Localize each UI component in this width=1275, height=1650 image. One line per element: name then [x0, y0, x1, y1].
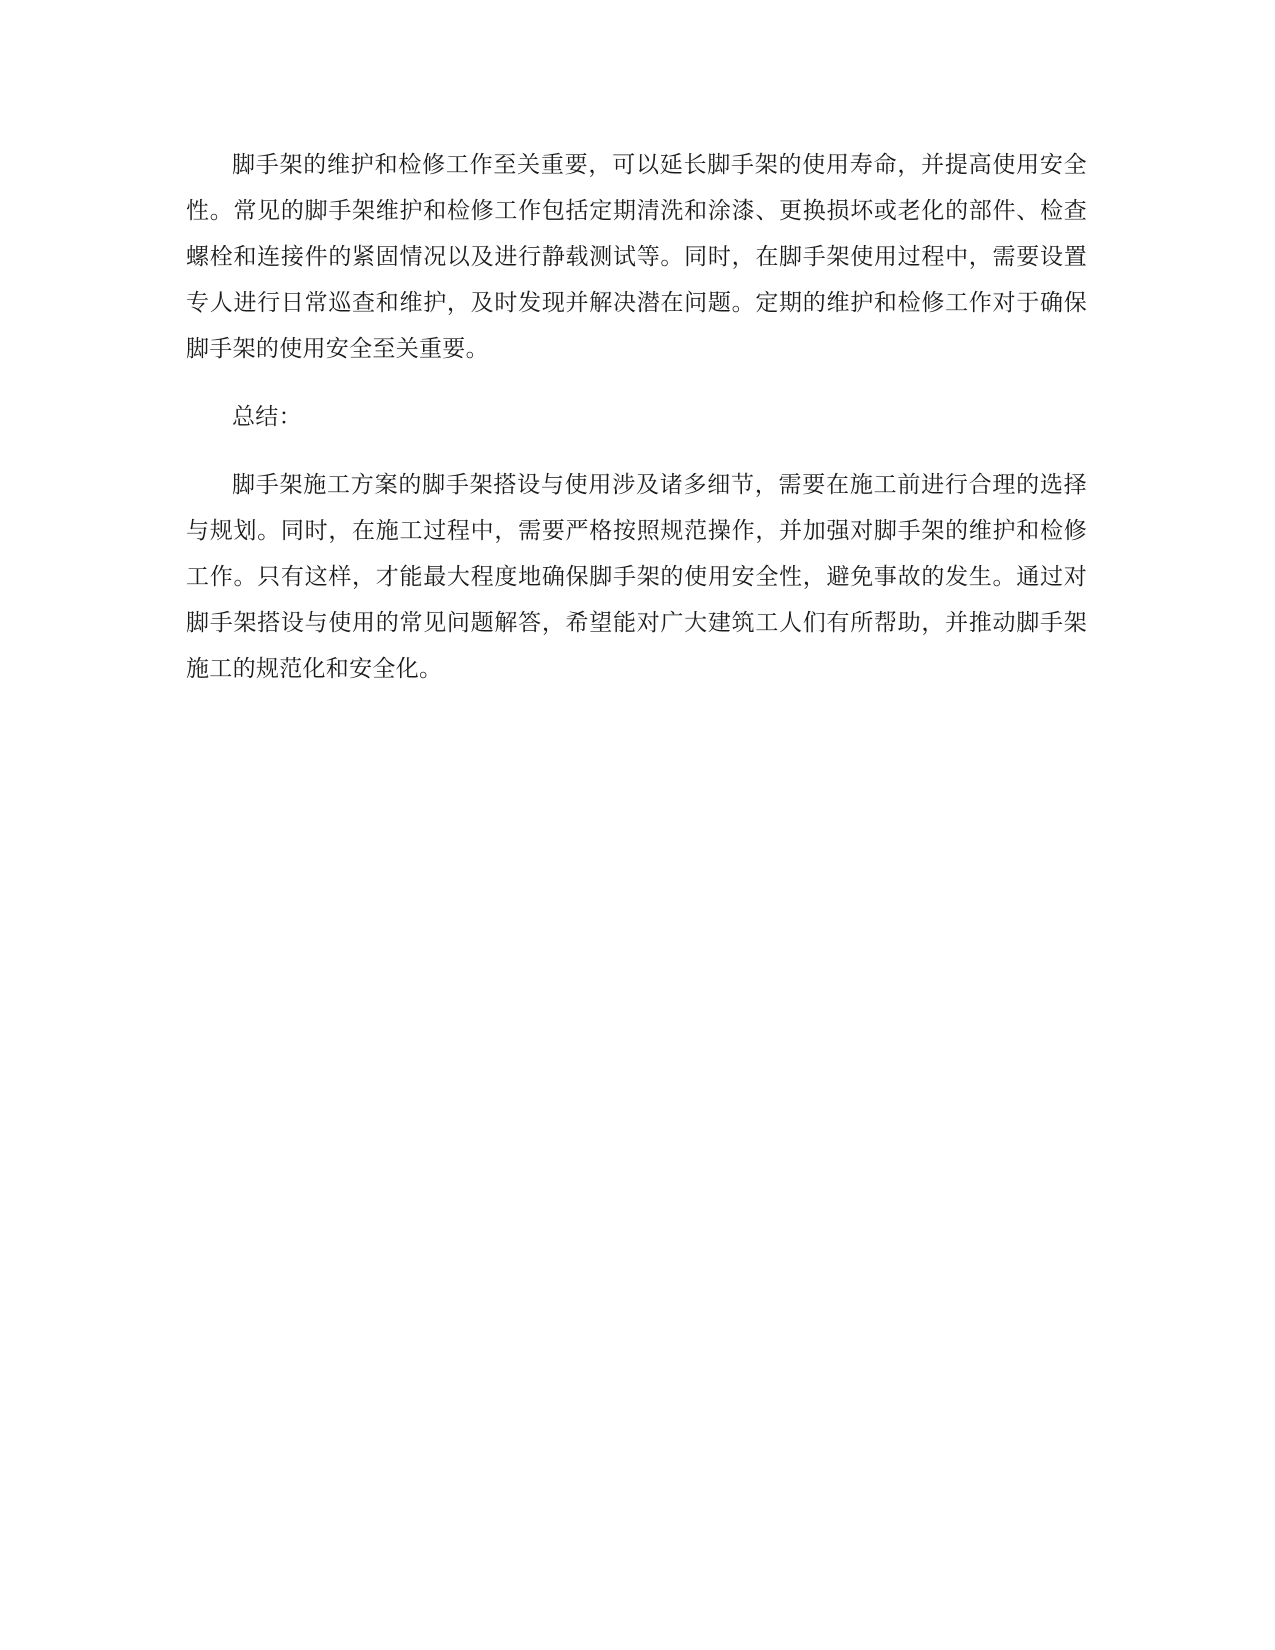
summary-heading: 总结：	[232, 404, 302, 430]
paragraph-maintenance: 脚手架的维护和检修工作至关重要，可以延长脚手架的使用寿命，并提高使用安全性。常见的脚手架维护和检修工作包括定期清洗和涂漆、更换损坏或老化的部件、检查螺栓和连接件的紧固情况以及进行静载测试等。同时，在脚手架使用过程中，需要设置专人进行日常巡查和维护，及时发现并解决潜在问题。定期的维护和检修工作对于确保脚手架的使用安全至关重要。	[186, 152, 1087, 362]
paragraph-summary: 脚手架施工方案的脚手架搭设与使用涉及诸多细节，需要在施工前进行合理的选择与规划。同时，在施工过程中，需要严格按照规范操作，并加强对脚手架的维护和检修工作。只有这样，才能最大程度地确保脚手架的使用安全性，避免事故的发生。通过对脚手架搭设与使用的常见问题解答，希望能对广大建筑工人们有所帮助，并推动脚手架施工的规范化和安全化。	[186, 472, 1087, 682]
document-body	[186, 142, 1087, 714]
